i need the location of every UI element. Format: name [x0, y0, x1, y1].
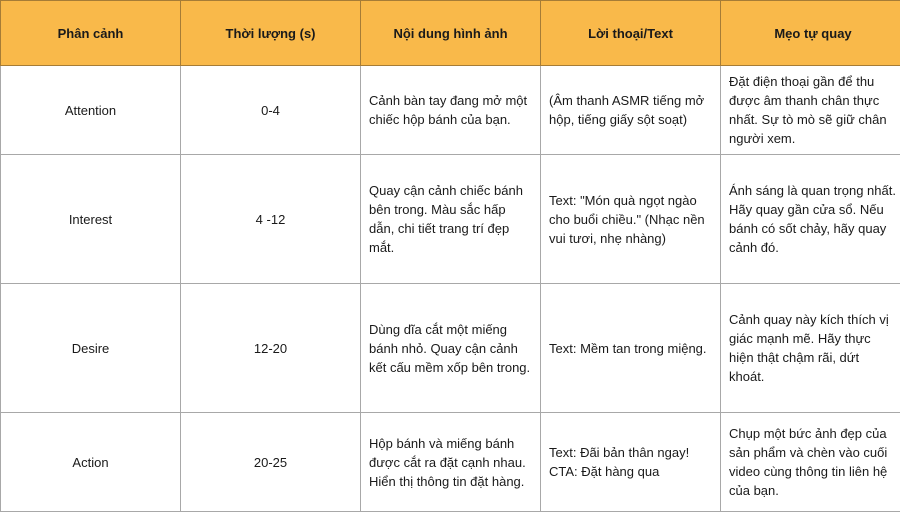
- scene-cell: Attention: [1, 66, 181, 155]
- tip-cell: Ánh sáng là quan trọng nhất. Hãy quay gần cửa sổ. Nếu bánh có sốt chảy, hãy quay cảnh đó.: [721, 155, 900, 284]
- duration-cell: 4 -12: [181, 155, 361, 284]
- duration-cell: 12-20: [181, 284, 361, 413]
- table-row: [1, 66, 900, 155]
- dialogue-line: Text: "Món quà ngọt ngào cho buổi chiều." (Nhạc nền vui tươi, nhẹ nhàng): [549, 191, 712, 248]
- dialogue-line: CTA: Đặt hàng qua: [549, 462, 712, 481]
- header-duration: Thời lượng (s): [181, 1, 361, 66]
- dialogue-cell: [541, 284, 721, 413]
- duration-cell: 0-4: [181, 66, 361, 155]
- header-visual-content: Nội dung hình ảnh: [361, 1, 541, 66]
- dialogue-cell: [541, 155, 721, 284]
- scene-cell: Interest: [1, 155, 181, 284]
- table-row: [1, 155, 900, 284]
- visual-cell: Quay cận cảnh chiếc bánh bên trong. Màu sắc hấp dẫn, chi tiết trang trí đẹp mắt.: [361, 155, 541, 284]
- visual-cell: Cảnh bàn tay đang mở một chiếc hộp bánh của bạn.: [361, 66, 541, 155]
- scene-cell: Desire: [1, 284, 181, 413]
- dialogue-line: Text: Đãi bản thân ngay!: [549, 443, 712, 462]
- tip-cell: Cảnh quay này kích thích vị giác mạnh mẽ. Hãy thực hiện thật chậm rãi, dứt khoát.: [721, 284, 900, 413]
- table-row: [1, 284, 900, 413]
- duration-cell: 20-25: [181, 413, 361, 512]
- header-scene: Phân cảnh: [1, 1, 181, 66]
- header-row: [1, 1, 900, 66]
- header-dialogue-text: Lời thoại/Text: [541, 1, 721, 66]
- dialogue-line: Text: Mềm tan trong miệng.: [549, 339, 712, 358]
- scene-cell: Action: [1, 413, 181, 512]
- visual-cell: Hộp bánh và miếng bánh được cắt ra đặt cạnh nhau. Hiển thị thông tin đặt hàng.: [361, 413, 541, 512]
- tip-cell: Đặt điện thoại gần để thu được âm thanh chân thực nhất. Sự tò mò sẽ giữ chân người xem.: [721, 66, 900, 155]
- dialogue-cell: [541, 413, 721, 512]
- header-self-shooting-tips: Mẹo tự quay: [721, 1, 900, 66]
- visual-cell: Dùng dĩa cắt một miếng bánh nhỏ. Quay cận cảnh kết cấu mềm xốp bên trong.: [361, 284, 541, 413]
- dialogue-line: (Âm thanh ASMR tiếng mở hộp, tiếng giấy sột soạt): [549, 91, 712, 129]
- dialogue-cell: [541, 66, 721, 155]
- tip-cell: Chụp một bức ảnh đẹp của sản phẩm và chèn vào cuối video cùng thông tin liên hệ của bạn.: [721, 413, 900, 512]
- table-row: [1, 413, 900, 512]
